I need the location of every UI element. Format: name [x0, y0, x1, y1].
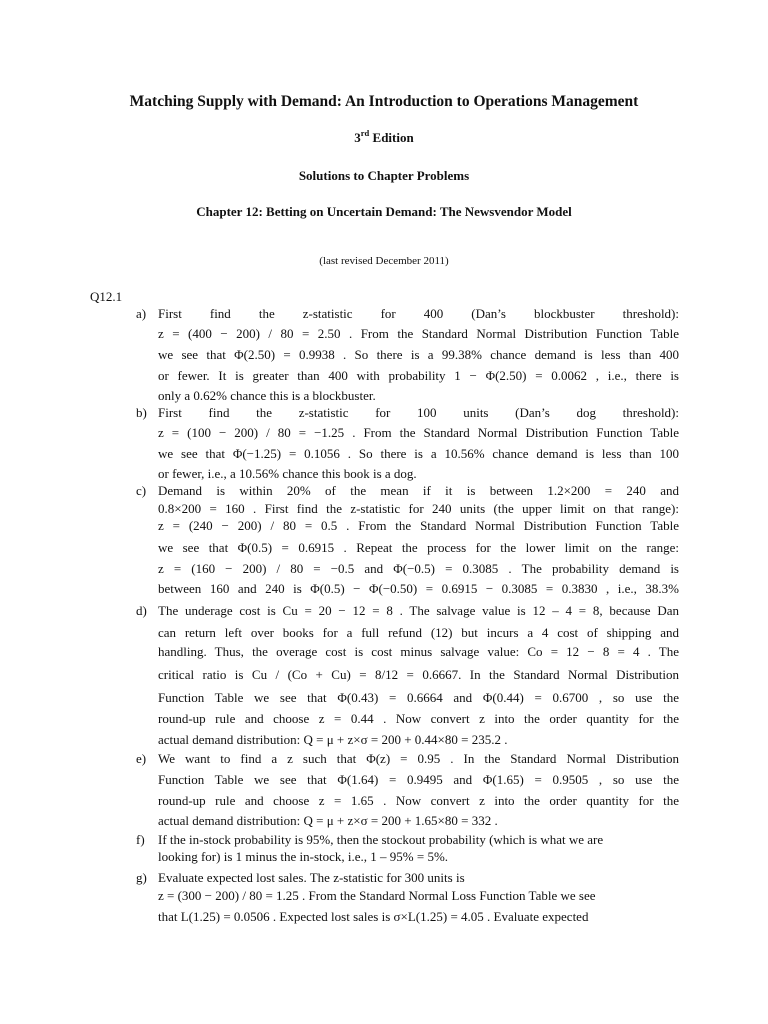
edition-number: 3 — [354, 130, 361, 145]
item-line: or fewer. It is greater than 400 with probability 1 − Φ(2.50) = 0.0062 , i.e., there is — [158, 368, 679, 383]
item-line: First find the z-statistic for 400 (Dan’s blockbuster threshold): — [158, 306, 679, 321]
revision-note: (last revised December 2011) — [319, 255, 449, 267]
item-label: g) — [136, 870, 147, 885]
item-line: actual demand distribution: Q = μ + z×σ = 200 + 1.65×80 = 332 . — [158, 813, 498, 828]
item-line: Function Table we see that Φ(1.64) = 0.9495 and Φ(1.65) = 0.9505 , so use the — [158, 772, 679, 787]
item-line: round-up rule and choose z = 0.44 . Now convert z into the order quantity for the — [158, 711, 679, 726]
item-line: or fewer, i.e., a 10.56% chance this book is a dog. — [158, 466, 417, 481]
item-label: b) — [136, 405, 147, 420]
item-line: actual demand distribution: Q = μ + z×σ = 200 + 0.44×80 = 235.2 . — [158, 732, 508, 747]
item-line: Evaluate expected lost sales. The z-statistic for 300 units is — [158, 870, 465, 885]
item-line: The underage cost is Cu = 20 − 12 = 8 . The salvage value is 12 – 4 = 8, because Dan — [158, 603, 679, 618]
item-line: looking for) is 1 minus the in-stock, i.e., 1 – 95% = 5%. — [158, 849, 449, 864]
solutions-heading: Solutions to Chapter Problems — [298, 168, 470, 183]
book-title: Matching Supply with Demand: An Introduction to Operations Management — [129, 93, 639, 110]
item-line: z = (240 − 200) / 80 = 0.5 . From the Standard Normal Distribution Function Table — [158, 518, 679, 533]
item-line: critical ratio is Cu / (Co + Cu) = 8/12 = 0.6667. In the Standard Normal Distribution — [158, 667, 679, 682]
item-label: f) — [136, 832, 145, 847]
edition-suffix: rd — [360, 128, 370, 138]
item-line: we see that Φ(2.50) = 0.9938 . So there is a 99.38% chance demand is less than 400 — [158, 347, 679, 362]
item-line: only a 0.62% chance this is a blockbuster. — [158, 388, 376, 403]
edition-word: Edition — [369, 130, 414, 145]
item-line: First find the z-statistic for 100 units (Dan’s dog threshold): — [158, 405, 679, 420]
item-line: can return left over books for a full refund (12) but incurs a 4 cost of shipping and — [158, 625, 679, 640]
edition-heading — [0, 130, 768, 146]
item-label: d) — [136, 603, 147, 618]
item-line: handling. Thus, the overage cost is cost minus salvage value: Co = 12 − 8 = 4 . The — [158, 644, 679, 659]
chapter-heading: Chapter 12: Betting on Uncertain Demand: The Newsvendor Model — [196, 204, 572, 219]
item-line: We want to find a z such that Φ(z) = 0.95 . In the Standard Normal Distribution — [158, 751, 679, 766]
item-line: z = (100 − 200) / 80 = −1.25 . From the Standard Normal Distribution Function Table — [158, 425, 679, 440]
item-label: e) — [136, 751, 147, 766]
item-line: If the in-stock probability is 95%, then the stockout probability (which is what we are — [158, 832, 604, 847]
item-label: a) — [136, 306, 147, 321]
item-line: that L(1.25) = 0.0506 . Expected lost sales is σ×L(1.25) = 4.05 . Evaluate expected — [158, 909, 589, 924]
question-label: Q12.1 — [90, 289, 123, 304]
item-line: 0.8×200 = 160 . First find the z-statistic for 240 units (the upper limit on that range): — [158, 501, 679, 516]
item-line: we see that Φ(0.5) = 0.6915 . Repeat the process for the lower limit on the range: — [158, 540, 679, 555]
item-line: round-up rule and choose z = 1.65 . Now convert z into the order quantity for the — [158, 793, 679, 808]
item-line: z = (400 − 200) / 80 = 2.50 . From the Standard Normal Distribution Function Table — [158, 326, 679, 341]
item-line: Demand is within 20% of the mean if it is between 1.2×200 = 240 and — [158, 483, 679, 498]
item-line: z = (160 − 200) / 80 = −0.5 and Φ(−0.5) = 0.3085 . The probability demand is — [158, 561, 679, 576]
item-label: c) — [136, 483, 147, 498]
item-line: z = (300 − 200) / 80 = 1.25 . From the Standard Normal Loss Function Table we see — [158, 888, 596, 903]
item-line: we see that Φ(−1.25) = 0.1056 . So there is a 10.56% chance demand is less than 100 — [158, 446, 679, 461]
item-line: between 160 and 240 is Φ(0.5) − Φ(−0.50) = 0.6915 − 0.3085 = 0.3830 , i.e., 38.3% — [158, 581, 679, 596]
item-line: Function Table we see that Φ(0.43) = 0.6664 and Φ(0.44) = 0.6700 , so use the — [158, 690, 679, 705]
